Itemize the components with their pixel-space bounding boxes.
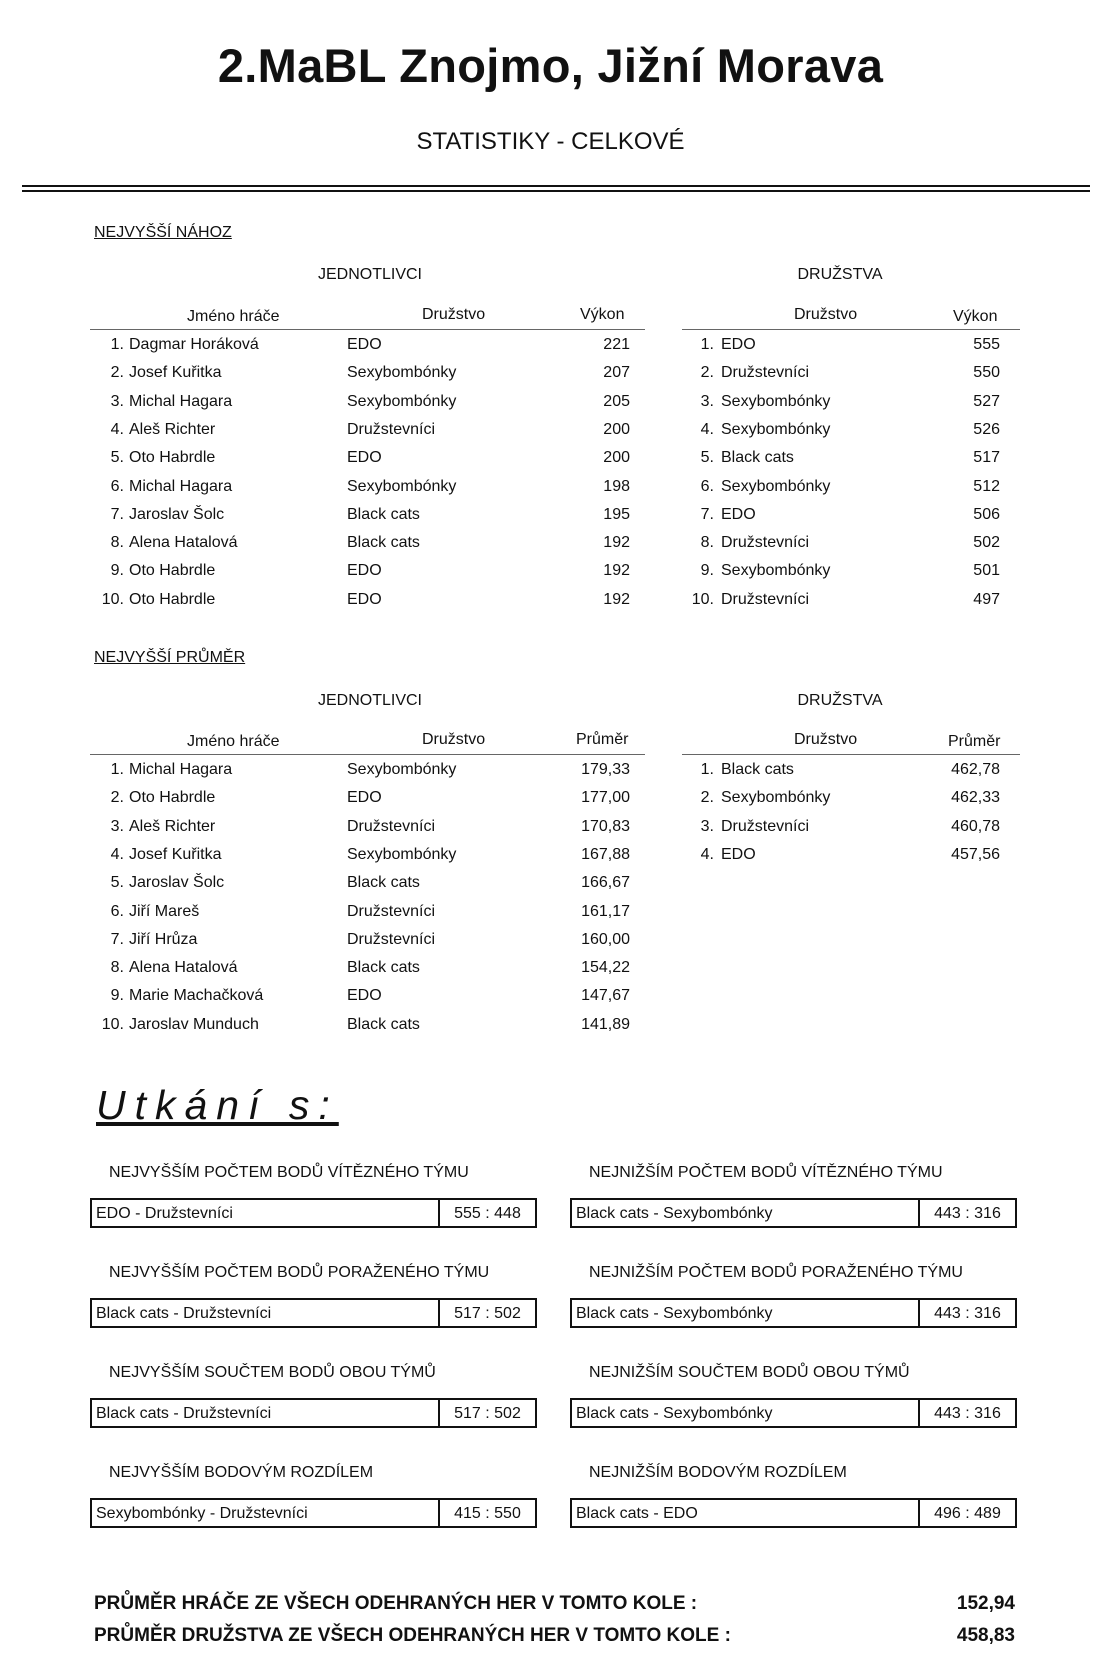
player-name: Marie Machačková — [129, 987, 264, 1005]
prumer-teams-rule — [682, 754, 1020, 755]
row-value: 205 — [603, 392, 630, 410]
player-name: Jaroslav Šolc — [129, 874, 225, 892]
player-name: Oto Habrdle — [129, 590, 216, 608]
player-name: Aleš Richter — [129, 817, 216, 835]
team-name: Black cats — [721, 761, 794, 778]
match-criterion-label: NEJVYŠŠÍM SOUČTEM BODŮ OBOU TÝMŮ — [109, 1364, 436, 1381]
row-rank: 10. — [101, 1015, 124, 1033]
row-rank: 5. — [110, 449, 124, 467]
match-criterion-label: NEJVYŠŠÍM POČTEM BODŮ VÍTĚZNÉHO TÝMU — [109, 1164, 469, 1181]
team-name: Sexybombónky — [721, 477, 831, 495]
row-rank: 7. — [700, 505, 714, 523]
row-value: 550 — [973, 364, 1000, 382]
team-name: EDO — [721, 845, 756, 863]
team-name: Black cats — [347, 874, 420, 892]
match-teams: Black cats - Sexybombónky — [576, 1205, 773, 1222]
row-value: 457,56 — [951, 845, 1000, 863]
team-name: EDO — [347, 987, 382, 1005]
match-result-box — [90, 1498, 537, 1528]
player-name: Oto Habrdle — [129, 789, 216, 807]
row-value: 192 — [603, 562, 630, 580]
row-value: 141,89 — [581, 1015, 630, 1033]
row-rank: 4. — [700, 845, 714, 863]
team-name: EDO — [347, 562, 382, 580]
row-value: 200 — [603, 420, 630, 438]
row-rank: 1. — [110, 336, 124, 353]
team-name: Black cats — [721, 449, 794, 467]
team-name: Sexybombónky — [721, 562, 831, 580]
page-subtitle: STATISTIKY - CELKOVÉ — [416, 128, 685, 155]
row-value: 502 — [973, 534, 1000, 552]
row-value: 200 — [603, 449, 630, 467]
row-rank: 5. — [110, 874, 124, 892]
row-value: 517 — [973, 449, 1000, 467]
player-name: Jaroslav Munduch — [129, 1015, 259, 1033]
match-teams: Black cats - Sexybombónky — [576, 1405, 773, 1422]
team-name: EDO — [721, 336, 756, 353]
match-criterion-label: NEJNIŽŠÍM POČTEM BODŮ PORAŽENÉHO TÝMU — [589, 1264, 963, 1281]
team-name: Družstevníci — [721, 817, 810, 835]
row-rank: 6. — [110, 477, 124, 495]
row-value: 147,67 — [581, 987, 630, 1005]
nahoz-col-team: Družstvo — [422, 306, 486, 323]
nahoz-col-player: Jméno hráče — [187, 308, 280, 325]
row-rank: 3. — [110, 392, 124, 410]
row-rank: 3. — [700, 392, 714, 410]
team-name: Sexybombónky — [347, 761, 457, 778]
nahoz-teams-heading: DRUŽSTVA — [797, 266, 883, 283]
match-score: 555 : 448 — [438, 1200, 535, 1226]
prumer-col-team: Družstvo — [422, 731, 486, 748]
row-rank: 3. — [110, 817, 124, 835]
row-value: 460,78 — [951, 817, 1000, 835]
team-name: Sexybombónky — [347, 477, 457, 495]
row-rank: 2. — [110, 364, 124, 382]
team-name: EDO — [347, 789, 382, 807]
row-value: 462,33 — [951, 789, 1000, 807]
nahoz-teams-rule — [682, 329, 1020, 330]
row-value: 526 — [973, 420, 1000, 438]
team-name: Družstevníci — [347, 930, 436, 948]
header-divider — [22, 185, 1090, 187]
match-criterion-label: NEJNIŽŠÍM POČTEM BODŮ VÍTĚZNÉHO TÝMU — [589, 1164, 943, 1181]
match-teams: Black cats - EDO — [576, 1505, 698, 1522]
row-value: 160,00 — [581, 930, 630, 948]
team-average-label: PRŮMĚR DRUŽSTVA ZE VŠECH ODEHRANÝCH HER V TOMTO KOLE : — [94, 1625, 731, 1646]
row-value: 192 — [603, 534, 630, 552]
team-name: Družstevníci — [347, 817, 436, 835]
match-result-box — [570, 1198, 1017, 1228]
row-value: 195 — [603, 505, 630, 523]
row-rank: 10. — [691, 590, 714, 608]
row-value: 154,22 — [581, 959, 630, 977]
match-result-box — [570, 1298, 1017, 1328]
team-name: EDO — [347, 590, 382, 608]
row-value: 170,83 — [581, 817, 630, 835]
team-name: Družstevníci — [721, 364, 810, 382]
player-average-label: PRŮMĚR HRÁČE ZE VŠECH ODEHRANÝCH HER V TOMTO KOLE : — [94, 1593, 698, 1614]
row-rank: 2. — [700, 364, 714, 382]
team-name: Sexybombónky — [721, 420, 831, 438]
team-name: Sexybombónky — [347, 364, 457, 382]
row-rank: 7. — [110, 930, 124, 948]
row-value: 198 — [603, 477, 630, 495]
team-name: EDO — [347, 449, 382, 467]
row-rank: 6. — [110, 902, 124, 920]
nahoz-heading: NEJVYŠŠÍ NÁHOZ — [94, 224, 232, 241]
row-rank: 5. — [700, 449, 714, 467]
row-value: 501 — [973, 562, 1000, 580]
team-name: Družstevníci — [347, 902, 436, 920]
match-teams: Black cats - Družstevníci — [96, 1405, 272, 1422]
player-name: Alena Hatalová — [129, 534, 238, 552]
row-rank: 1. — [700, 336, 714, 353]
row-value: 179,33 — [581, 761, 630, 778]
row-rank: 4. — [700, 420, 714, 438]
page-title: 2.MaBL Znojmo, Jižní Morava — [217, 39, 884, 92]
prumer-col-value: Průměr — [576, 731, 629, 748]
prumer-teams-col-value: Průměr — [948, 733, 1001, 750]
prumer-col-player: Jméno hráče — [187, 733, 280, 750]
match-result-box — [90, 1298, 537, 1328]
team-name: Black cats — [347, 534, 420, 552]
row-value: 555 — [973, 336, 1000, 353]
player-name: Michal Hagara — [129, 477, 233, 495]
match-result-box — [90, 1398, 537, 1428]
row-value: 497 — [973, 590, 1000, 608]
match-score: 517 : 502 — [438, 1300, 535, 1326]
row-rank: 9. — [110, 987, 124, 1005]
player-name: Jiří Mareš — [129, 902, 200, 920]
nahoz-teams-col-team: Družstvo — [794, 306, 858, 323]
player-name: Dagmar Horáková — [129, 336, 259, 353]
team-name: Sexybombónky — [721, 392, 831, 410]
row-value: 192 — [603, 590, 630, 608]
match-score: 443 : 316 — [918, 1200, 1015, 1226]
prumer-individuals-rule — [90, 754, 645, 755]
row-rank: 9. — [700, 562, 714, 580]
match-criterion-label: NEJVYŠŠÍM BODOVÝM ROZDÍLEM — [109, 1464, 374, 1481]
match-result-box — [570, 1398, 1017, 1428]
team-name: Sexybombónky — [721, 789, 831, 807]
team-name: Družstevníci — [721, 590, 810, 608]
row-rank: 6. — [700, 477, 714, 495]
row-rank: 8. — [110, 959, 124, 977]
player-name: Alena Hatalová — [129, 959, 238, 977]
match-score: 415 : 550 — [438, 1500, 535, 1526]
team-average-value: 458,83 — [956, 1625, 1015, 1646]
team-name: Družstevníci — [721, 534, 810, 552]
match-teams: Sexybombónky - Družstevníci — [96, 1505, 308, 1522]
player-name: Oto Habrdle — [129, 449, 216, 467]
player-average-value: 152,94 — [956, 1593, 1015, 1614]
row-rank: 8. — [700, 534, 714, 552]
row-value: 166,67 — [581, 874, 630, 892]
match-teams: Black cats - Družstevníci — [96, 1305, 272, 1322]
row-rank: 10. — [101, 590, 124, 608]
player-name: Oto Habrdle — [129, 562, 216, 580]
team-name: EDO — [347, 336, 382, 353]
row-rank: 3. — [700, 817, 714, 835]
row-rank: 1. — [110, 761, 124, 778]
match-teams: Black cats - Sexybombónky — [576, 1305, 773, 1322]
player-name: Aleš Richter — [129, 420, 216, 438]
match-criterion-label: NEJNIŽŠÍM SOUČTEM BODŮ OBOU TÝMŮ — [589, 1364, 910, 1381]
row-value: 462,78 — [951, 761, 1000, 778]
match-score: 443 : 316 — [918, 1400, 1015, 1426]
matches-heading: Utkání s: — [96, 1082, 339, 1128]
player-name: Michal Hagara — [129, 392, 233, 410]
match-score: 496 : 489 — [918, 1500, 1015, 1526]
row-rank: 7. — [110, 505, 124, 523]
row-value: 161,17 — [581, 902, 630, 920]
team-name: Sexybombónky — [347, 392, 457, 410]
match-criterion-label: NEJVYŠŠÍM POČTEM BODŮ PORAŽENÉHO TÝMU — [109, 1264, 490, 1281]
row-rank: 2. — [110, 789, 124, 807]
nahoz-col-value: Výkon — [580, 306, 625, 323]
team-name: Družstevníci — [347, 420, 436, 438]
player-name: Jaroslav Šolc — [129, 505, 225, 523]
row-value: 167,88 — [581, 845, 630, 863]
player-name: Josef Kuřitka — [129, 364, 222, 382]
row-value: 527 — [973, 392, 1000, 410]
match-criterion-label: NEJNIŽŠÍM BODOVÝM ROZDÍLEM — [589, 1464, 847, 1481]
prumer-individuals-heading: JEDNOTLIVCI — [317, 692, 422, 709]
row-rank: 8. — [110, 534, 124, 552]
match-teams: EDO - Družstevníci — [96, 1205, 233, 1222]
player-name: Josef Kuřitka — [129, 845, 222, 863]
prumer-heading: NEJVYŠŠÍ PRŮMĚR — [94, 649, 246, 666]
nahoz-individuals-rule — [90, 329, 645, 330]
team-name: EDO — [721, 505, 756, 523]
row-rank: 9. — [110, 562, 124, 580]
nahoz-individuals-heading: JEDNOTLIVCI — [317, 266, 422, 283]
player-name: Jiří Hrůza — [129, 930, 198, 948]
row-value: 512 — [973, 477, 1000, 495]
row-value: 506 — [973, 505, 1000, 523]
team-name: Black cats — [347, 959, 420, 977]
match-result-box — [90, 1198, 537, 1228]
prumer-teams-col-team: Družstvo — [794, 731, 858, 748]
match-result-box — [570, 1498, 1017, 1528]
team-name: Black cats — [347, 1015, 420, 1033]
player-name: Michal Hagara — [129, 761, 233, 778]
header-divider-secondary — [22, 190, 1090, 192]
row-rank: 2. — [700, 789, 714, 807]
row-value: 177,00 — [581, 789, 630, 807]
team-name: Black cats — [347, 505, 420, 523]
row-value: 221 — [603, 336, 630, 353]
match-score: 443 : 316 — [918, 1300, 1015, 1326]
row-rank: 4. — [110, 845, 124, 863]
team-name: Sexybombónky — [347, 845, 457, 863]
row-rank: 4. — [110, 420, 124, 438]
match-score: 517 : 502 — [438, 1400, 535, 1426]
prumer-teams-heading: DRUŽSTVA — [797, 692, 883, 709]
row-rank: 1. — [700, 761, 714, 778]
nahoz-teams-col-value: Výkon — [953, 308, 998, 325]
row-value: 207 — [603, 364, 630, 382]
